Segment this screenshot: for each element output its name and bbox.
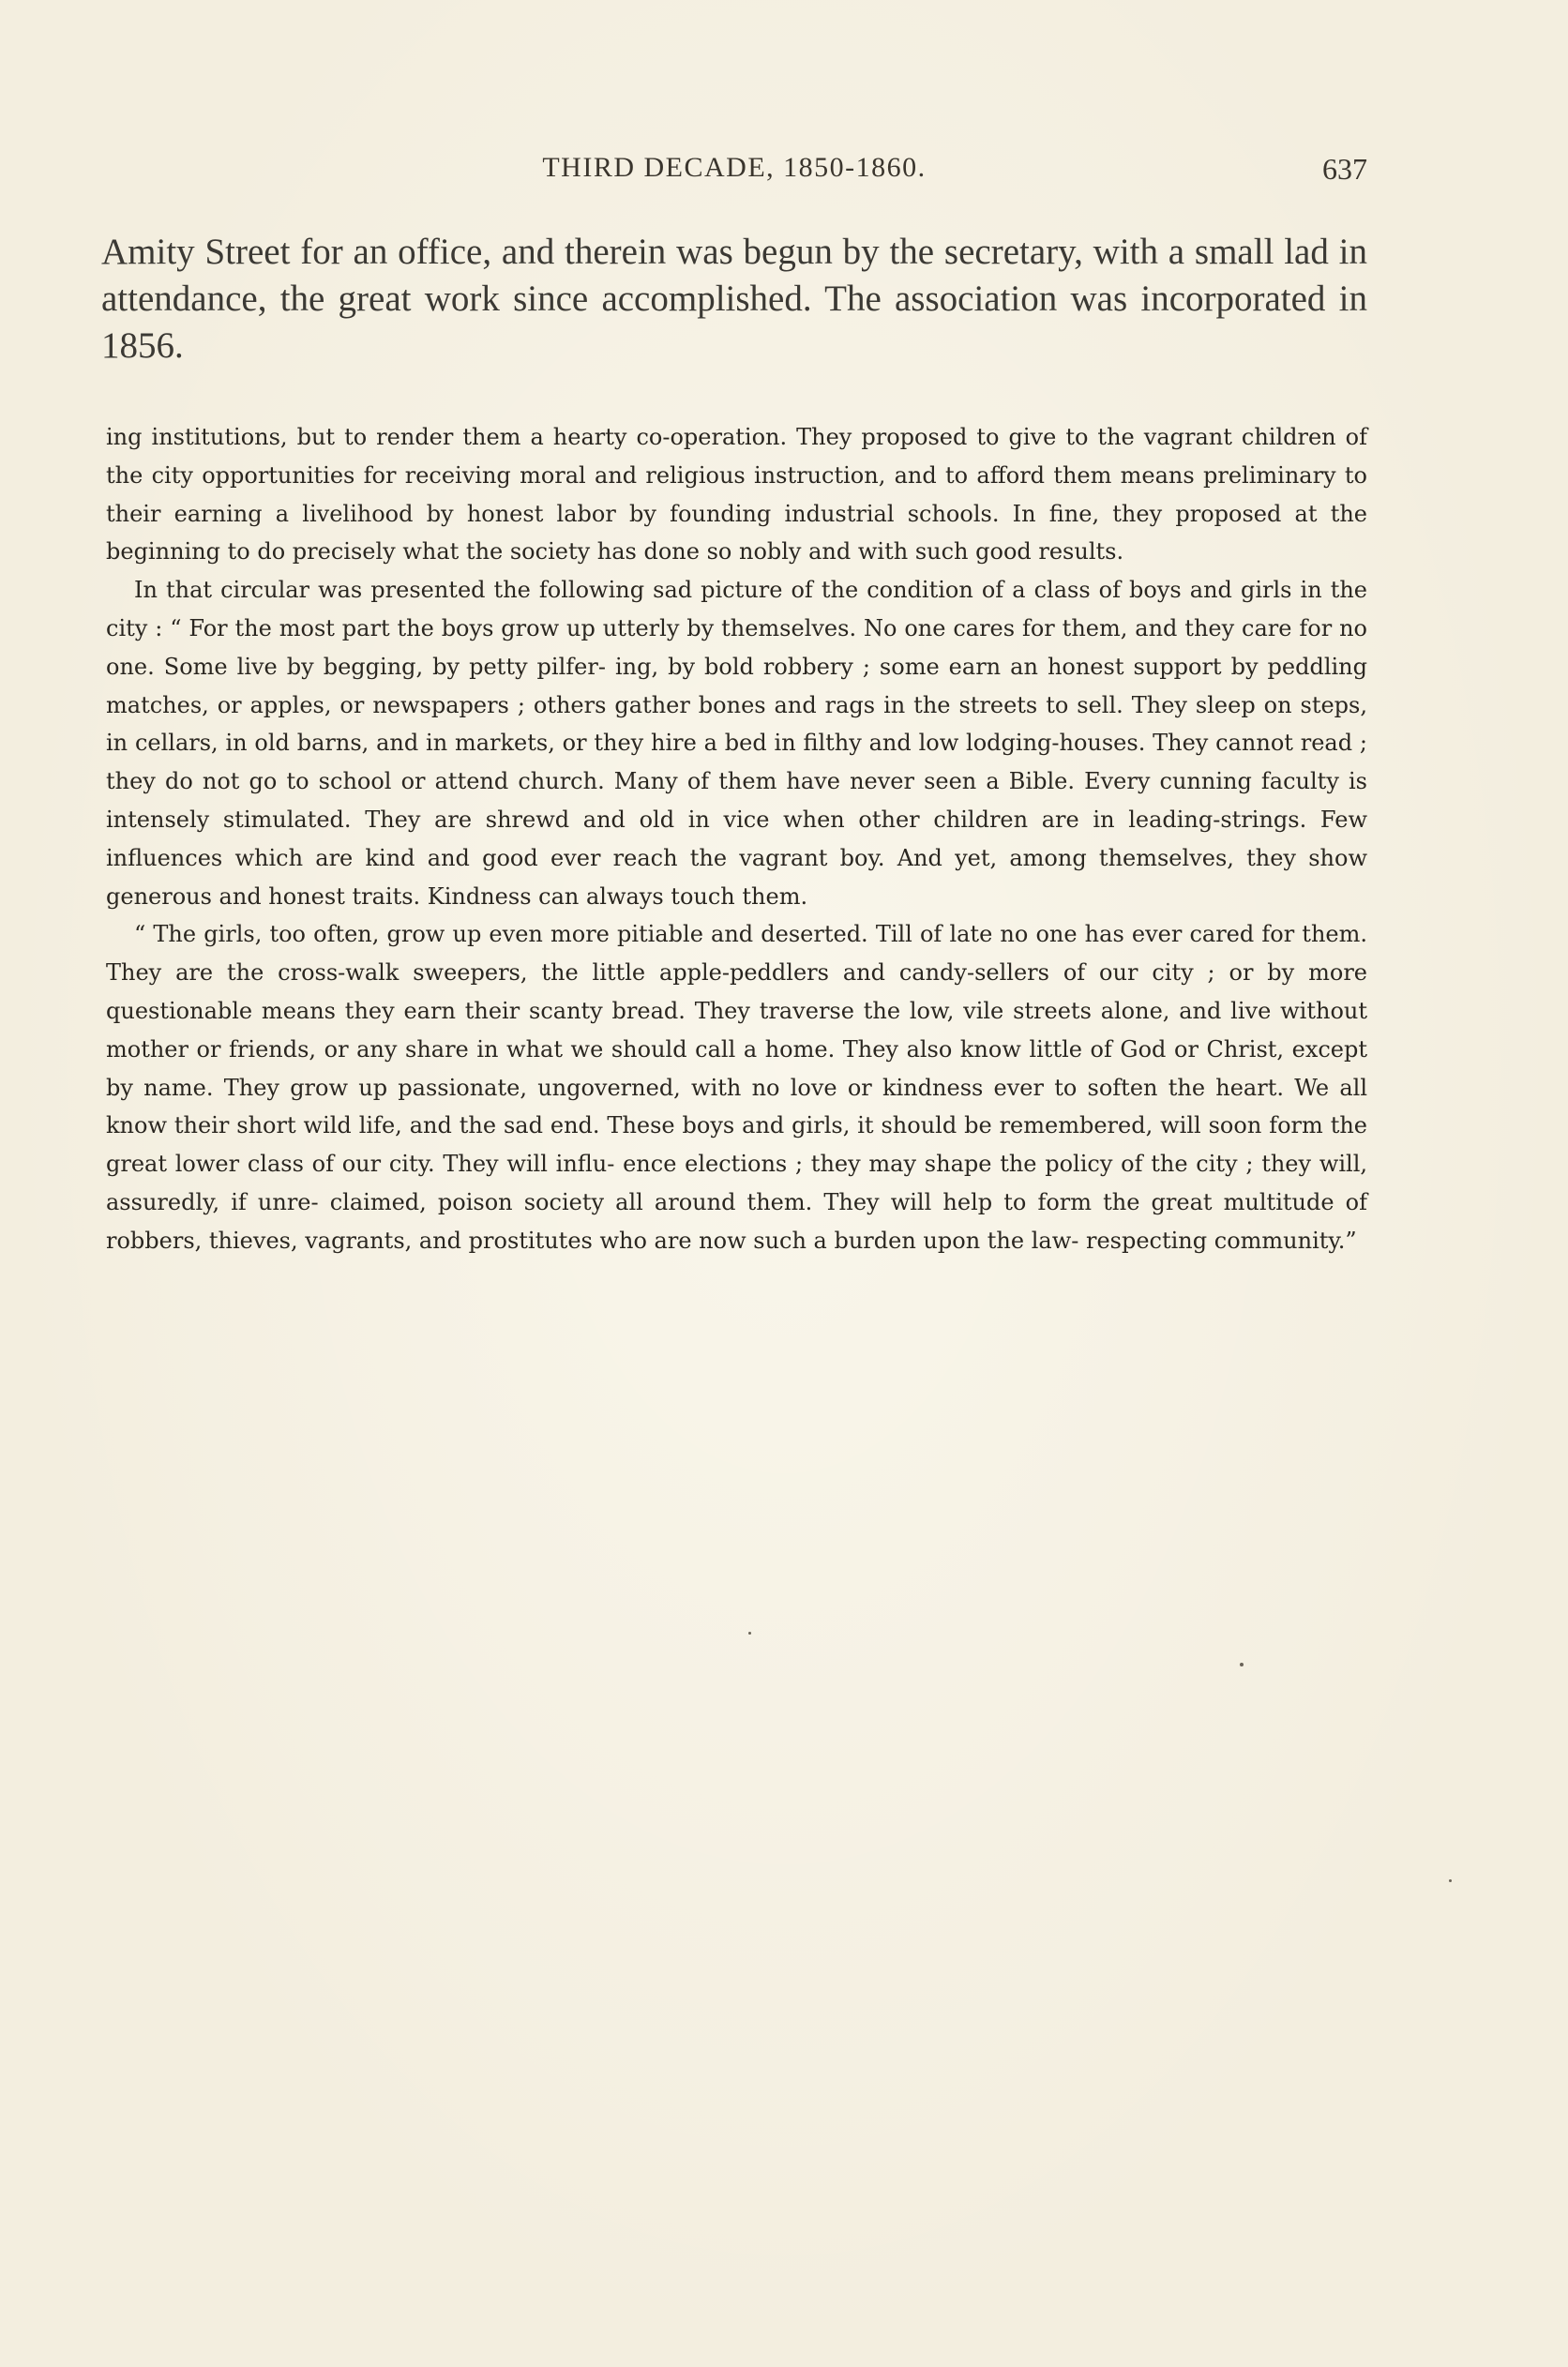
paper-speck <box>1240 1663 1244 1666</box>
page-number: 637 <box>1322 152 1367 186</box>
lead-paragraph: Amity Street for an office, and therein was begun by the secretary, with a small lad in attendance, the great work since accomplished. The association was incorporated in 1856. <box>101 232 1367 366</box>
body-paragraph: In that circular was presented the following sad picture of the condition of a class of boys and girls in the city : “ For the most part the boys grow up utterly by themselves. No one cares for them, and they care for no one. Some live by begging, by petty pilfer- ing, by bold robbery ; some earn an honest support by peddling matches, or apples, or newspapers ; others gather bones and rags in the streets to sell. They sleep on steps, in cellars, in old barns, and in markets, or they hire a bed in filthy and low lodging-houses. They cannot read ; they do not go to school or attend church. Many of them have never seen a Bible. Every cunning faculty is intensely stimulated. They are shrewd and old in vice when other children are in leading-strings. Few influences which are kind and good ever reach the vagrant boy. And yet, among themselves, they show generous and honest traits. Kindness can always touch them. <box>106 577 1367 910</box>
running-head <box>101 152 1367 189</box>
body-text <box>106 418 1367 1260</box>
body-paragraph: ing institutions, but to render them a hearty co-operation. They proposed to give to the vagrant children of the city opportunities for receiving moral and religious instruction, and to afford them means preliminary to their earning a livelihood by honest labor by founding industrial schools. In fine, they proposed at the beginning to do precisely what the society has done so nobly and with such good results. <box>106 424 1367 565</box>
paper-speck <box>748 1632 751 1635</box>
running-title: THIRD DECADE, 1850-1860. <box>542 152 927 183</box>
body-paragraph: “ The girls, too often, grow up even more pitiable and deserted. Till of late no one has ever cared for them. They are the cross-walk sweepers, the little apple-peddlers and candy-sellers of our city ; or by more questionable means they earn their scanty bread. They traverse the low, vile streets alone, and live without mother or friends, or any share in what we should call a home. They also know little of God or Christ, except by name. They grow up passionate, ungoverned, with no love or kindness ever to soften the heart. We all know their short wild life, and the sad end. These boys and girls, it should be remembered, will soon form the great lower class of our city. They will influ- ence elections ; they may shape the policy of the city ; they will, assuredly, if unre- claimed, poison society all around them. They will help to form the great multitude of robbers, thieves, vagrants, and prostitutes who are now such a burden upon the law- respecting community.” <box>106 921 1367 1254</box>
paper-speck <box>1449 1879 1452 1882</box>
